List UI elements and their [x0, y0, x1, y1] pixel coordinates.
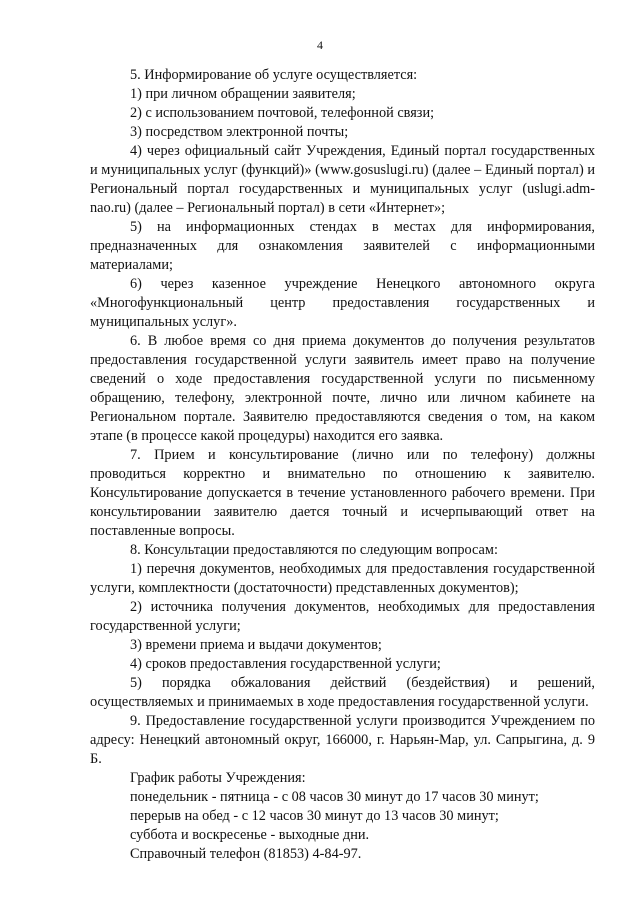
schedule-weekdays: понедельник - пятница - с 08 часов 30 минут до 17 часов 30 минут; — [130, 789, 539, 805]
page-number: 4 — [317, 38, 323, 52]
paragraph-8-item-2: 2) источника получения документов, необходимых для предоставления государственной услуги; — [90, 599, 595, 634]
paragraph-8-item-5: 5) порядка обжалования действий (бездействия) и решений, осуществляемых и принимаемых в ходе предоставления государственной услуги. — [90, 675, 595, 710]
reference-phone: Справочный телефон (81853) 4-84-97. — [130, 846, 362, 862]
paragraph-5-item-4: 4) через официальный сайт Учреждения, Единый портал государственных и муниципальных услуг (функций)» (www.gosuslugi.ru) (далее – Единый портал) и Региональный портал государственных и муниципальных услуг (uslugi.adm-nao.ru) (далее – Региональный портал) в сети «Интернет»; — [90, 143, 595, 216]
paragraph-5-item-1: 1) при личном обращении заявителя; — [130, 86, 356, 102]
schedule-weekend: суббота и воскресенье - выходные дни. — [130, 827, 370, 843]
paragraph-8-item-3: 3) времени приема и выдачи документов; — [130, 637, 382, 653]
paragraph-5-item-2: 2) с использованием почтовой, телефонной связи; — [130, 105, 435, 121]
paragraph-8-item-4: 4) сроков предоставления государственной услуги; — [130, 656, 441, 672]
paragraph-5-item-5: 5) на информационных стендах в местах для информирования, предназначенных для ознакомления заявителей с информационными материалами; — [90, 219, 595, 273]
paragraph-5-item-6: 6) через казенное учреждение Ненецкого автономного округа «Многофункциональный центр предоставления государственных и муниципальных услуг». — [90, 276, 595, 330]
schedule-title: График работы Учреждения: — [130, 770, 306, 786]
paragraph-9: 9. Предоставление государственной услуги производится Учреждением по адресу: Ненецкий автономный округ, 166000, г. Нарьян-Мар, ул. Сапрыгина, д. 9 Б. — [90, 713, 595, 767]
schedule-lunch: перерыв на обед - с 12 часов 30 минут до 13 часов 30 минут; — [130, 808, 499, 824]
paragraph-6: 6. В любое время со дня приема документов до получения результатов предоставления государственной услуги заявитель имеет право на получение сведений о ходе предоставления государственной услуги по письменному обращению, телефону, электронной почте, лично или личном кабинете на Региональном портале. Заявителю предоставляются сведения о том, на каком этапе (в процессе какой процедуры) находится его заявка. — [90, 333, 595, 444]
paragraph-5-heading: 5. Информирование об услуге осуществляется: — [130, 67, 418, 83]
paragraph-5-item-3: 3) посредством электронной почты; — [130, 124, 349, 140]
paragraph-7: 7. Прием и консультирование (лично или по телефону) должны проводиться корректно и внимательно по отношению к заявителю. Консультирование допускается в течение установленного рабочего времени. При консультировании заявителю дается точный и исчерпывающий ответ на поставленные вопросы. — [90, 447, 595, 539]
paragraph-8-item-1: 1) перечня документов, необходимых для предоставления государственной услуги, комплектности (достаточности) представленных документов); — [90, 561, 595, 596]
paragraph-8-heading: 8. Консультации предоставляются по следующим вопросам: — [130, 542, 498, 558]
document-body — [90, 66, 595, 864]
